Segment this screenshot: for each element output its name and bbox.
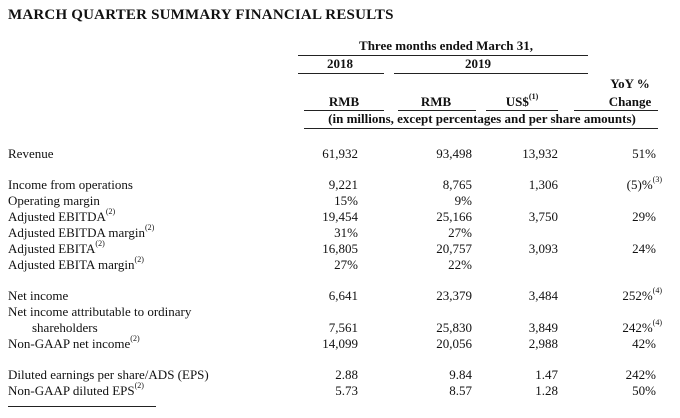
cell-net-income-2018: 6,641 bbox=[328, 288, 358, 303]
cell-non-gaap-eps-yoy: 50% bbox=[632, 383, 656, 398]
row-label-adj-ebitda-margin: Adjusted EBITDA margin$^{(2)}$ bbox=[8, 223, 155, 240]
cell-net-income-yoy: 252%$^{(4)}$ bbox=[622, 286, 662, 303]
yoy-header-line1: YoY % bbox=[610, 76, 650, 91]
year-2018-rule bbox=[298, 73, 384, 74]
rmb-2019-header: RMB bbox=[420, 94, 452, 109]
row-label-non-gaap-eps: Non-GAAP diluted EPS$^{(2)}$ bbox=[8, 381, 144, 398]
year-2019-header: 2019 bbox=[465, 56, 491, 71]
cell-diluted-eps-yoy: 242% bbox=[625, 367, 656, 382]
cell-adj-ebitda-margin-2018: 31% bbox=[334, 225, 358, 240]
cell-non-gaap-eps-usd: 1.28 bbox=[535, 383, 558, 398]
cell-diluted-eps-usd: 1.47 bbox=[535, 367, 558, 382]
footnote-rule bbox=[8, 406, 156, 407]
cell-ni-attrib-2018: 7,561 bbox=[328, 320, 358, 335]
row-label-net-income: Net income bbox=[8, 288, 69, 303]
page-title: MARCH QUARTER SUMMARY FINANCIAL RESULTS bbox=[8, 7, 394, 23]
usd-header: US\$$^{(1)}$ bbox=[505, 92, 539, 109]
cell-adj-ebitda-usd: 3,750 bbox=[528, 209, 558, 224]
cell-revenue-usd: 13,932 bbox=[522, 146, 558, 161]
units-header: (in millions, except percentages and per share amounts) bbox=[328, 111, 636, 126]
cell-adj-ebitda-2019: 25,166 bbox=[436, 209, 472, 224]
cell-ni-attrib-usd: 3,849 bbox=[528, 320, 558, 335]
yoy-header-line2: Change bbox=[608, 94, 652, 109]
cell-income-ops-usd: 1,306 bbox=[528, 177, 558, 192]
row-label-op-margin: Operating margin bbox=[8, 193, 100, 208]
cell-ni-attrib-yoy: 242%$^{(4)}$ bbox=[622, 318, 662, 335]
cell-adj-ebitda-2018: 19,454 bbox=[322, 209, 358, 224]
cell-adj-ebita-margin-2019: 22% bbox=[448, 257, 472, 272]
cell-non-gaap-ni-2019: 20,056 bbox=[436, 336, 472, 351]
cell-non-gaap-ni-yoy: 42% bbox=[632, 336, 656, 351]
cell-non-gaap-eps-2019: 8.57 bbox=[449, 383, 472, 398]
row-label-ni-attrib-line2: shareholders bbox=[32, 320, 98, 335]
cell-net-income-2019: 23,379 bbox=[436, 288, 472, 303]
cell-net-income-usd: 3,484 bbox=[528, 288, 558, 303]
cell-non-gaap-ni-usd: 2,988 bbox=[528, 336, 558, 351]
cell-revenue-2018: 61,932 bbox=[322, 146, 358, 161]
row-label-non-gaap-ni: Non-GAAP net income$^{(2)}$ bbox=[8, 334, 140, 351]
cell-diluted-eps-2018: 2.88 bbox=[335, 367, 358, 382]
cell-non-gaap-eps-2018: 5.73 bbox=[335, 383, 358, 398]
cell-revenue-yoy: 51% bbox=[632, 146, 656, 161]
cell-income-ops-yoy: (5)%$^{(3)}$ bbox=[626, 175, 662, 192]
row-label-ni-attrib-line1: Net income attributable to ordinary bbox=[8, 304, 192, 319]
cell-adj-ebita-yoy: 24% bbox=[632, 241, 656, 256]
cell-adj-ebitda-yoy: 29% bbox=[632, 209, 656, 224]
cell-adj-ebita-margin-2018: 27% bbox=[334, 257, 358, 272]
cell-op-margin-2018: 15% bbox=[334, 193, 358, 208]
cell-revenue-2019: 93,498 bbox=[436, 146, 472, 161]
row-label-diluted-eps: Diluted earnings per share/ADS (EPS) bbox=[8, 367, 209, 382]
row-label-income-ops: Income from operations bbox=[8, 177, 133, 192]
cell-adj-ebita-usd: 3,093 bbox=[528, 241, 558, 256]
cell-non-gaap-ni-2018: 14,099 bbox=[322, 336, 358, 351]
row-label-adj-ebita: Adjusted EBITA$^{(2)}$ bbox=[8, 239, 105, 256]
row-label-revenue: Revenue bbox=[8, 146, 54, 161]
cell-ni-attrib-2019: 25,830 bbox=[436, 320, 472, 335]
row-label-adj-ebitda: Adjusted EBITDA$^{(2)}$ bbox=[8, 207, 116, 224]
cell-income-ops-2019: 8,765 bbox=[442, 177, 472, 192]
cell-op-margin-2019: 9% bbox=[454, 193, 472, 208]
cell-adj-ebita-2019: 20,757 bbox=[436, 241, 472, 256]
year-2018-header: 2018 bbox=[327, 56, 353, 71]
period-header: Three months ended March 31, bbox=[359, 38, 533, 53]
cell-income-ops-2018: 9,221 bbox=[328, 177, 358, 192]
row-label-adj-ebita-margin: Adjusted EBITA margin$^{(2)}$ bbox=[8, 255, 144, 272]
cell-adj-ebitda-margin-2019: 27% bbox=[448, 225, 472, 240]
cell-adj-ebita-2018: 16,805 bbox=[322, 241, 358, 256]
cell-diluted-eps-2019: 9.84 bbox=[449, 367, 472, 382]
year-2019-rule bbox=[394, 73, 588, 74]
units-rule bbox=[304, 128, 658, 129]
rmb-2018-header: RMB bbox=[328, 94, 360, 109]
